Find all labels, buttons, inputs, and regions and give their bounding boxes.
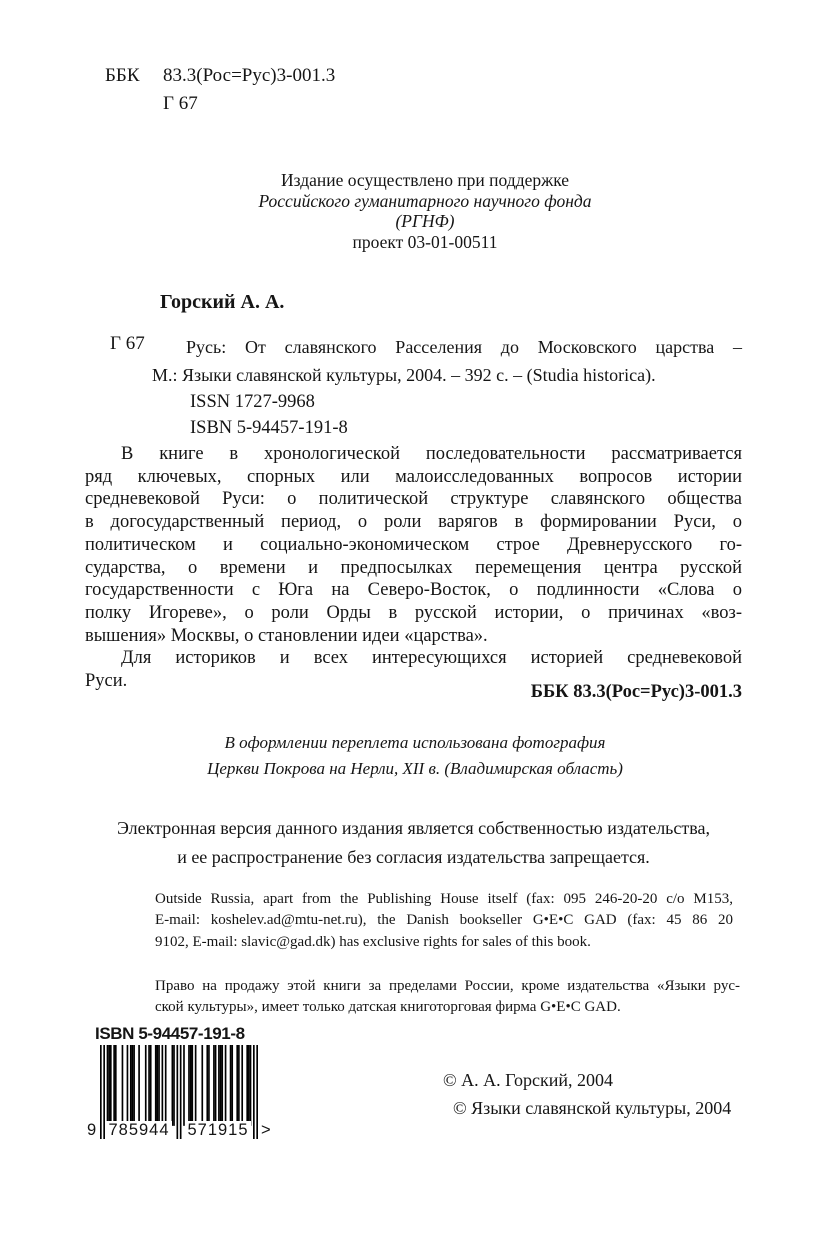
- copyright-author: © А. А. Горский, 2004: [443, 1070, 613, 1090]
- cover-photo-credit: [85, 730, 745, 782]
- annotation-line: вышения» Москвы, о становлении идеи «царства».: [85, 625, 488, 646]
- annotation-line: сударства, о времени и предпосылках перемещения центра русской: [85, 557, 742, 578]
- barcode-bars: [87, 1045, 271, 1139]
- barcode-digits: [87, 1121, 271, 1139]
- isbn-line: ISBN 5-94457-191-8: [190, 418, 348, 438]
- barcode-digit-first: 9: [87, 1121, 97, 1139]
- sponsor-note: [95, 170, 755, 252]
- bbk-classification: [105, 62, 335, 118]
- annotation-line: политическом и социально-экономическом строе Древнерусского го-: [85, 534, 742, 555]
- cover-credit-line: Церкви Покрова на Нерли, XII в. (Владимирская область): [207, 759, 623, 778]
- russian-sales-notice: [155, 976, 740, 1019]
- author-heading: Горский А. А.: [160, 291, 285, 313]
- annotation-paragraph: [85, 443, 742, 693]
- bbk-label: ББК: [105, 65, 140, 86]
- foreign-sales-line: Outside Russia, apart from the Publishing House itself (fax: 095 246-20-20 c/o M153,: [155, 891, 733, 907]
- foreign-sales-line: E-mail: koshelev.ad@mtu-net.ru), the Danish bookseller G•E•C GAD (fax: 45 86 20: [155, 912, 733, 929]
- foreign-sales-notice: [155, 889, 733, 953]
- electronic-notice-line: и ее распространение без согласия издательства запрещается.: [177, 847, 650, 867]
- barcode-tail-mark: >: [261, 1121, 271, 1139]
- identifiers: [190, 389, 348, 441]
- annotation-line: средневековой Руси: о политической структуре славянского общества: [85, 489, 742, 510]
- catalog-line: М.: Языки славянской культуры, 2004. – 392 с. – (Studia historica).: [152, 365, 656, 385]
- russian-sales-line: Право на продажу этой книги за пределами России, кроме издательства «Языки рус-: [155, 978, 740, 994]
- sponsor-fund-name: Российского гуманитарного научного фонда: [258, 190, 592, 211]
- annotation-line: Для историков и всех интересующихся историей средневековой: [121, 648, 742, 669]
- catalog-entry: [152, 333, 742, 389]
- cover-credit-line: В оформлении переплета использована фотография: [224, 733, 606, 752]
- isbn-barcode: [87, 1024, 273, 1139]
- barcode-label: ISBN 5-94457-191-8: [95, 1024, 245, 1043]
- annotation-line: в догосударственный период, о роли варягов в формировании Руси, о: [85, 512, 742, 533]
- annotation-line: государственности с Юга на Северо-Восток, о подлинности «Слова о: [85, 580, 742, 601]
- issn-line: ISSN 1727-9968: [190, 392, 315, 412]
- russian-sales-line: ской культуры», имеет только датская книготорговая фирма G•E•C GAD.: [155, 999, 621, 1016]
- sponsor-line-1: Издание осуществлено при поддержке: [280, 170, 570, 190]
- sponsor-project-number: проект 03-01-00511: [352, 231, 498, 252]
- annotation-line: Руси.: [85, 671, 128, 692]
- barcode-digit-group: 571915: [185, 1121, 251, 1139]
- copyright-block: [443, 1066, 731, 1122]
- author-code: Г 67: [163, 93, 198, 114]
- electronic-rights-notice: [60, 814, 767, 872]
- annotation-line: полку Игореве», о роли Орды в русской истории, о причинах «воз-: [85, 602, 742, 623]
- bbk-line: [105, 62, 335, 90]
- foreign-sales-line: 9102, E-mail: slavic@gad.dk) has exclusive rights for sales of this book.: [155, 933, 591, 950]
- electronic-notice-line: Электронная версия данного издания является собственностью издательства,: [117, 818, 710, 838]
- catalog-line: Русь: От славянского Расселения до Московского царства –: [186, 337, 742, 357]
- catalog-code: Г 67: [110, 333, 145, 354]
- sponsor-fund-abbr: (РГНФ): [395, 211, 455, 231]
- annotation-line: В книге в хронологической последовательности рассматривается: [121, 444, 742, 464]
- bbk-code: 83.3(Рос=Рус)3-001.3: [163, 65, 336, 86]
- bbk-footer: ББК 83.3(Рос=Рус)3-001.3: [530, 682, 742, 702]
- barcode-digit-group: 785944: [106, 1121, 172, 1139]
- copyright-publisher: © Языки славянской культуры, 2004: [453, 1098, 732, 1118]
- annotation-line: ряд ключевых, спорных или малоисследованных вопросов истории: [85, 466, 742, 487]
